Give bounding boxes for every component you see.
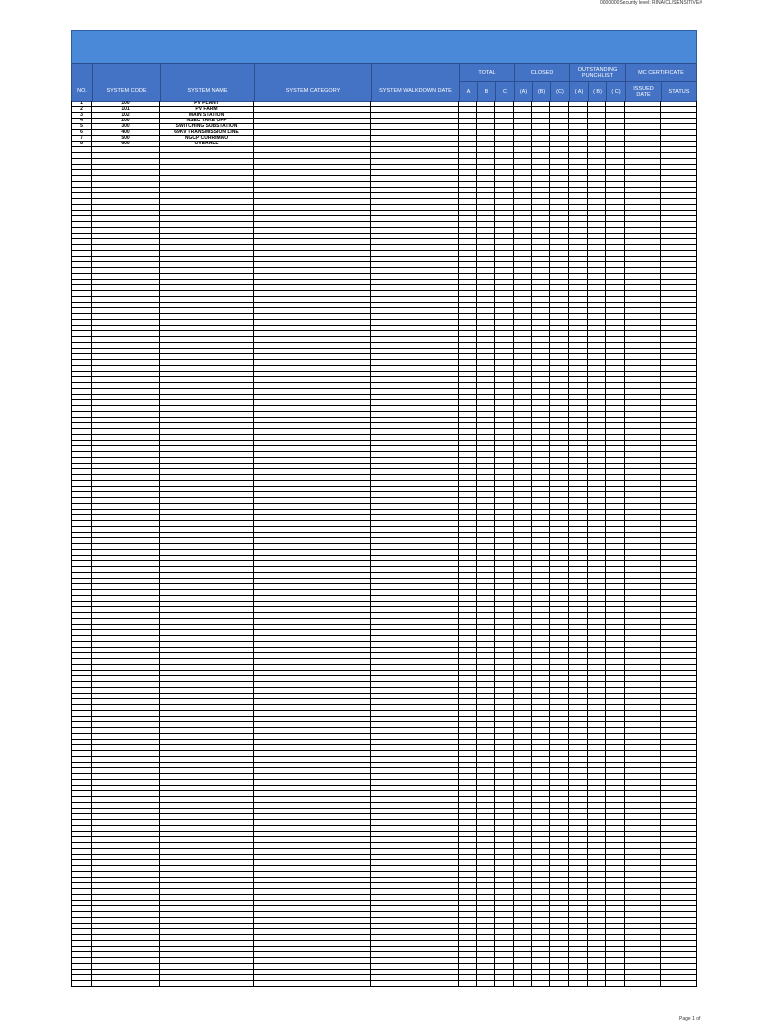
table-cell bbox=[459, 981, 477, 987]
table-cell: 6 bbox=[71, 130, 92, 136]
table-cell bbox=[92, 981, 160, 987]
header-system-category: SYSTEM CATEGORY bbox=[254, 63, 372, 102]
table-cell bbox=[254, 981, 371, 987]
page-number: Page 1 of bbox=[679, 1016, 701, 1022]
table-cell: 1 bbox=[71, 101, 92, 107]
header-outstanding-c: ( C) bbox=[606, 81, 626, 102]
table-cell: 500 bbox=[92, 136, 160, 142]
header-outstanding-b: ( B) bbox=[588, 81, 607, 102]
table-cell: 102 bbox=[92, 113, 160, 119]
table-cell: NSEC TAKE OFF bbox=[160, 118, 254, 124]
table-cell: 8 bbox=[71, 141, 92, 147]
table-cell: 5 bbox=[71, 124, 92, 130]
table-cell: 101 bbox=[92, 107, 160, 113]
table-cell bbox=[588, 981, 606, 987]
table-cell bbox=[477, 981, 495, 987]
table-cell: 100 bbox=[92, 101, 160, 107]
table-cell bbox=[371, 981, 459, 987]
table-cell bbox=[625, 981, 661, 987]
table-cell: PV PLANT bbox=[160, 101, 254, 107]
header-outstanding-punchlist: OUTSTANDING PUNCHLIST bbox=[569, 63, 626, 82]
table-cell: MAIN STATION bbox=[160, 113, 254, 119]
header-total: TOTAL bbox=[459, 63, 515, 82]
table-row bbox=[71, 981, 697, 987]
table-cell: 7 bbox=[71, 136, 92, 142]
table-cell: 3 bbox=[71, 113, 92, 119]
header-walkdown-date: SYSTEM WALKDOWN DATE bbox=[371, 63, 460, 102]
table-cell bbox=[569, 981, 588, 987]
header-system-code: SYSTEM CODE bbox=[92, 63, 161, 102]
table-cell: 300 bbox=[92, 124, 160, 130]
header-closed-b: (B) bbox=[532, 81, 551, 102]
table-cell: 4 bbox=[71, 118, 92, 124]
table-cell: 2 bbox=[71, 107, 92, 113]
header-status: STATUS bbox=[661, 81, 697, 102]
header-system-name: SYSTEM NAME bbox=[160, 63, 255, 102]
header-total-b: B bbox=[477, 81, 496, 102]
table-cell bbox=[495, 981, 514, 987]
header-no: NO. bbox=[71, 63, 93, 102]
table-cell bbox=[514, 981, 532, 987]
table-cell: NGCP CURRIMAO bbox=[160, 136, 254, 142]
header-closed-c: (C) bbox=[550, 81, 570, 102]
header-issued-date: ISSUED DATE bbox=[625, 81, 662, 102]
header-closed: CLOSED bbox=[514, 63, 570, 82]
table-cell: PV FARM bbox=[160, 107, 254, 113]
header-mc-certificate: MC CERTIFICATE bbox=[625, 63, 697, 82]
table-cell bbox=[71, 981, 92, 987]
table-cell: 200 bbox=[92, 118, 160, 124]
table-cell: OVERALL bbox=[160, 141, 254, 147]
table-cell: 69Kv TRANSMISSION LINE bbox=[160, 130, 254, 136]
table-cell: SWITCHING SUBSTATION bbox=[160, 124, 254, 130]
security-label: 0000000Security level: RINA/CL/SENSITIVE# bbox=[600, 0, 702, 6]
table-cell bbox=[532, 981, 550, 987]
table-cell bbox=[550, 981, 569, 987]
header-total-c: C bbox=[495, 81, 515, 102]
table-cell bbox=[160, 981, 254, 987]
table-cell: 400 bbox=[92, 130, 160, 136]
table-cell bbox=[661, 981, 697, 987]
table-banner bbox=[71, 30, 697, 64]
table-cell: 600 bbox=[92, 141, 160, 147]
header-total-a: A bbox=[459, 81, 478, 102]
table-cell bbox=[606, 981, 625, 987]
header-outstanding-a: ( A) bbox=[569, 81, 589, 102]
header-closed-a: (A) bbox=[514, 81, 533, 102]
